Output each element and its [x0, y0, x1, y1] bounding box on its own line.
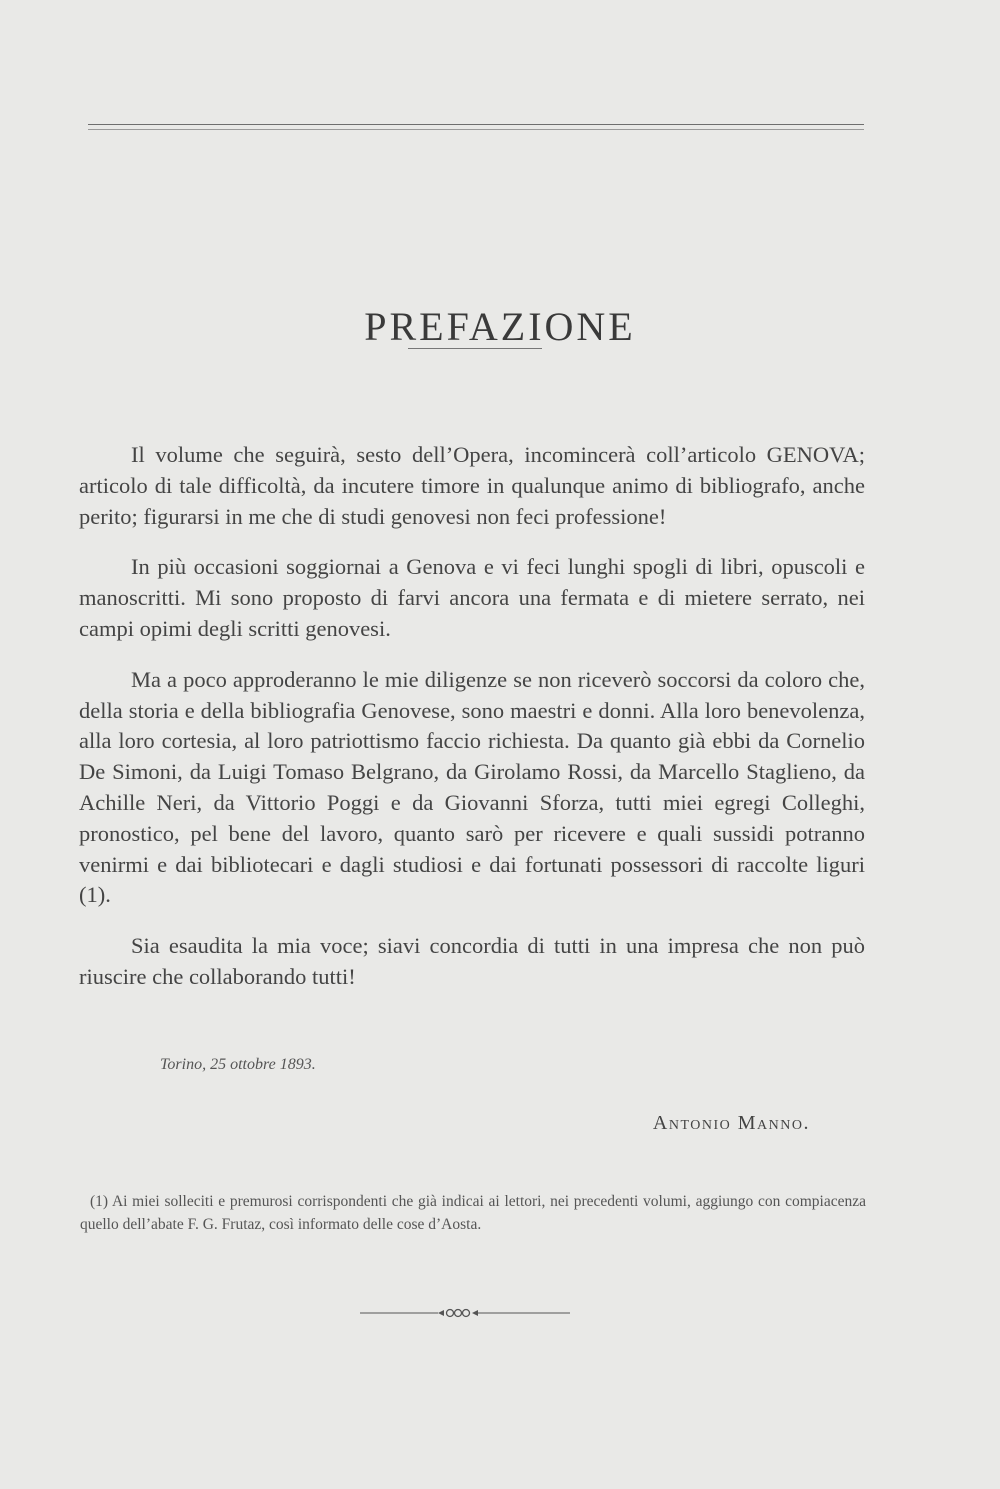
- place-date: Torino, 25 ottobre 1893.: [160, 1056, 316, 1073]
- page-title: PREFAZIONE: [364, 303, 636, 349]
- paragraph-2: In più occasioni soggiornai a Genova e vi feci lunghi spogli di libri, opuscoli e manoscritti. Mi sono proposto di farvi ancora una fermata e di mietere serrato, nei campi opimi degli scritti genovesi.: [79, 554, 865, 641]
- title-underline: [408, 348, 542, 349]
- paragraph-3: Ma a poco approderanno le mie diligenze se non riceverò soccorsi da coloro che, della storia e della bibliografia Genovese, sono maestri e donni. Alla loro benevolenza, alla loro cortesia, al loro patriottismo faccio richiesta. Da quanto già ebbi da Cornelio De Simoni, da Luigi Tomaso Belgrano, da Girolamo Rossi, da Marcello Staglieno, da Achille Neri, da Vittorio Poggi e da Giovanni Sforza, tutti miei egregi Colleghi, pronostico, pel bene del lavoro, quanto sarò per ricevere e quali sussidi potranno venirmi e dai bibliotecari e dagli studiosi e dai fortunati possessori di raccolte liguri (1).: [79, 666, 865, 908]
- closing-ornament: [360, 1306, 570, 1320]
- signature: Antonio Manno.: [652, 1112, 810, 1134]
- footnote: (1) Ai miei solleciti e premurosi corrispondenti che già indicai ai lettori, nei precedenti volumi, aggiungo con compiacenza quello dell’abate F. G. Frutaz, così informato delle cose d’Aosta.: [80, 1193, 866, 1233]
- paragraph-1: Il volume che seguirà, sesto dell’Opera, incomincerà coll’articolo GENOVA; articolo di tale difficoltà, da incutere timore in qualunque animo di bibliografo, anche perito; figurarsi in me che di studi genovesi non feci professione!: [79, 442, 865, 529]
- paragraph-4: Sia esaudita la mia voce; siavi concordia di tutti in una impresa che non può riuscire che collaborando tutti!: [79, 933, 865, 989]
- top-rule-secondary: [88, 129, 864, 130]
- top-rule: [88, 124, 864, 125]
- preface-body: [79, 440, 865, 1013]
